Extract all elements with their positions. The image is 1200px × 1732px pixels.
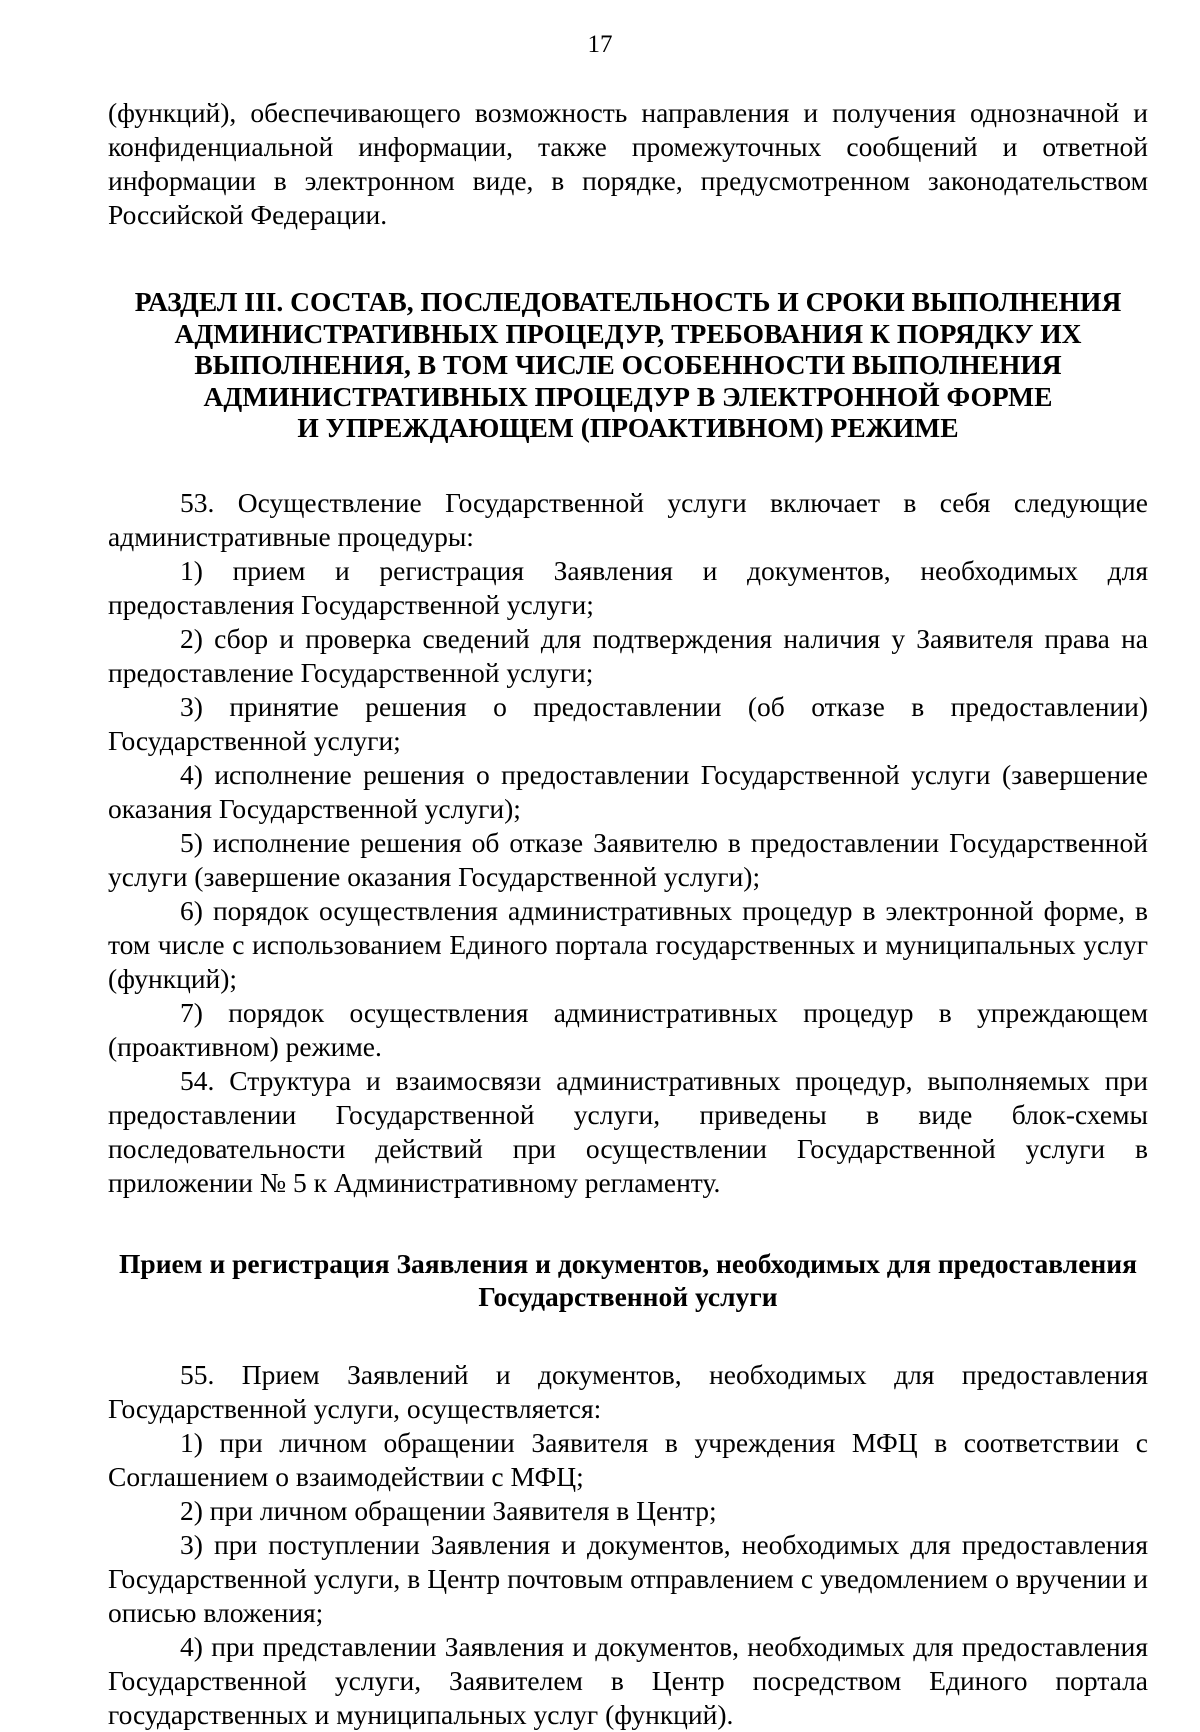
procedures-list-block <box>108 486 1148 1200</box>
section-heading-line: И УПРЕЖДАЮЩЕМ (ПРОАКТИВНОМ) РЕЖИМЕ <box>297 412 959 443</box>
sub-heading <box>108 1247 1148 1313</box>
section-heading-line: РАЗДЕЛ III. СОСТАВ, ПОСЛЕДОВАТЕЛЬНОСТЬ И СРОКИ ВЫПОЛНЕНИЯ <box>134 286 1122 317</box>
list-item: 2) сбор и проверка сведений для подтверждения наличия у Заявителя права на предоставление Государственной услуги; <box>108 622 1148 688</box>
list-item: 3) принятие решения о предоставлении (об отказе в предоставлении) Государственной услуги; <box>108 690 1148 756</box>
reception-block <box>108 1358 1148 1732</box>
list-item: 5) исполнение решения об отказе Заявителю в предоставлении Государственной услуги (завершение оказания Государственной услуги); <box>108 826 1148 892</box>
document-body <box>108 96 1148 1732</box>
list-item: 1) прием и регистрация Заявления и документов, необходимых для предоставления Государственной услуги; <box>108 554 1148 620</box>
section-heading-line: АДМИНИСТРАТИВНЫХ ПРОЦЕДУР В ЭЛЕКТРОННОЙ ФОРМЕ <box>203 380 1053 412</box>
list-item: 1) при личном обращении Заявителя в учреждения МФЦ в соответствии с Соглашением о взаимодействии с МФЦ; <box>108 1426 1148 1492</box>
list-item: 2) при личном обращении Заявителя в Центр; <box>180 1494 717 1526</box>
intro-paragraph: (функций), обеспечивающего возможность направления и получения однозначной и конфиденциальной информации, также промежуточных сообщений и ответной информации в электронном виде, в порядке, предусмотренном законодательством Российской Федерации. <box>108 97 1148 230</box>
list-item: 3) при поступлении Заявления и документов, необходимых для предоставления Государственной услуги, в Центр почтовым отправлением с уведомлением о вручении и описью вложения; <box>108 1528 1148 1628</box>
paragraph-53: 53. Осуществление Государственной услуги включает в себя следующие административные процедуры: <box>108 486 1148 552</box>
sub-heading-line: Прием и регистрация Заявления и документов, необходимых для предоставления <box>119 1247 1137 1279</box>
section-heading-line: АДМИНИСТРАТИВНЫХ ПРОЦЕДУР, ТРЕБОВАНИЯ К ПОРЯДКУ ИХ <box>174 317 1082 349</box>
paragraph-55: 55. Прием Заявлений и документов, необходимых для предоставления Государственной услуги, осуществляется: <box>108 1358 1148 1424</box>
list-item: 4) при представлении Заявления и документов, необходимых для предоставления Государственной услуги, Заявителем в Центр посредством Единого портала государственных и муниципальных услуг (функций). <box>108 1630 1148 1730</box>
list-item: 7) порядок осуществления административных процедур в упреждающем (проактивном) режиме. <box>108 996 1148 1062</box>
paragraph-54: 54. Структура и взаимосвязи административных процедур, выполняемых при предоставлении Государственной услуги, приведены в виде блок-схемы последовательности действий при осуществлении Государственной услуги в приложении № 5 к Административному регламенту. <box>108 1064 1148 1198</box>
page-number: 17 <box>587 31 613 58</box>
list-item: 6) порядок осуществления административных процедур в электронной форме, в том числе с использованием Единого портала государственных и муниципальных услуг (функций); <box>108 894 1148 994</box>
section-heading <box>108 286 1148 444</box>
sub-heading-line: Государственной услуги <box>478 1280 778 1312</box>
section-heading-line: ВЫПОЛНЕНИЯ, В ТОМ ЧИСЛЕ ОСОБЕННОСТИ ВЫПОЛНЕНИЯ <box>194 349 1062 380</box>
list-item: 4) исполнение решения о предоставлении Государственной услуги (завершение оказания Государственной услуги); <box>108 758 1148 824</box>
